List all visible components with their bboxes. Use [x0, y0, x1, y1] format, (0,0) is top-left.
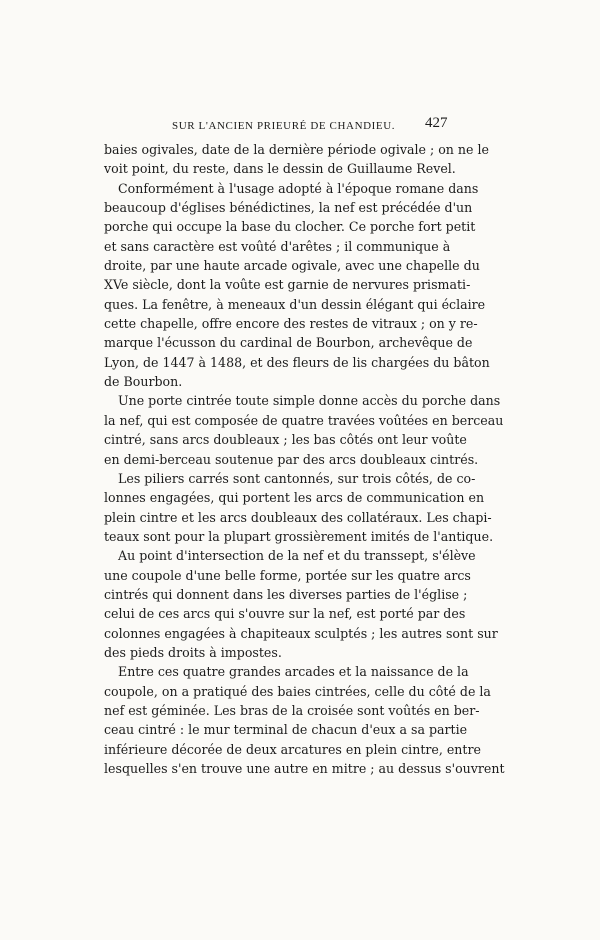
text-line: Conformément à l'usage adopté à l'époque romane dans	[118, 180, 479, 196]
text-line: de Bourbon.	[104, 374, 183, 390]
text-line: marque l'écusson du cardinal de Bourbon, archevêque de	[104, 335, 473, 351]
text-line: voit point, du reste, dans le dessin de Guillaume Revel.	[104, 161, 456, 177]
text-line: ques. La fenêtre, à meneaux d'un dessin élégant qui éclaire	[104, 296, 486, 312]
text-line: lonnes engagées, qui portent les arcs de communication en	[104, 490, 485, 506]
text-line: plein cintre et les arcs doubleaux des collatéraux. Les chapi-	[104, 509, 492, 525]
text-line: beaucoup d'églises bénédictines, la nef est précédée d'un	[104, 200, 473, 216]
text-line: en demi-berceau soutenue par des arcs doubleaux cintrés.	[104, 451, 479, 467]
text-line: nef est géminée. Les bras de la croisée sont voûtés en ber-	[104, 702, 480, 718]
text-line: lesquelles s'en trouve une autre en mitre ; au dessus s'ouvrent	[104, 761, 505, 776]
text-line: inférieure décorée de deux arcatures en plein cintre, entre	[104, 741, 481, 757]
text-line: Les piliers carrés sont cantonnés, sur trois côtés, de co-	[118, 470, 476, 486]
text-line: cintrés qui donnent dans les diverses parties de l'église ;	[104, 586, 468, 602]
text-line: droite, par une haute arcade ogivale, avec une chapelle du	[104, 258, 480, 274]
text-line: cintré, sans arcs doubleaux ; les bas côtés ont leur voûte	[104, 432, 467, 448]
text-line: Au point d'intersection de la nef et du transsept, s'élève	[118, 548, 476, 564]
text-line: Lyon, de 1447 à 1488, et des fleurs de lis chargées du bâton	[104, 354, 490, 370]
text-line: baies ogivales, date de la dernière période ogivale ; on ne le	[104, 142, 489, 157]
text-line: XVe siècle, dont la voûte est garnie de nervures prismati-	[104, 277, 471, 293]
text-line: cette chapelle, offre encore des restes de vitraux ; on y re-	[104, 316, 478, 332]
text-line: celui de ces arcs qui s'ouvre sur la nef, est porté par des	[104, 606, 466, 622]
text-line: teaux sont pour la plupart grossièrement imités de l'antique.	[104, 528, 494, 544]
text-line: ceau cintré : le mur terminal de chacun d'eux a sa partie	[104, 722, 468, 738]
text-line: Entre ces quatre grandes arcades et la naissance de la	[118, 664, 469, 680]
text-line: Une porte cintrée toute simple donne accès du porche dans	[118, 393, 501, 409]
page-number: 427	[425, 115, 448, 131]
text-line: porche qui occupe la base du clocher. Ce porche fort petit	[104, 219, 476, 235]
text-line: une coupole d'une belle forme, portée sur les quatre arcs	[104, 567, 471, 583]
text-line: colonnes engagées à chapiteaux sculptés ; les autres sont sur	[104, 625, 498, 641]
text-line: des pieds droits à impostes.	[104, 644, 282, 660]
body-text	[104, 140, 505, 778]
text-line: la nef, qui est composée de quatre travées voûtées en berceau	[104, 412, 504, 428]
text-line: coupole, on a pratiqué des baies cintrées, celle du côté de la	[104, 683, 491, 699]
text-line: et sans caractère est voûté d'arêtes ; il communique à	[104, 238, 451, 254]
running-header: SUR L'ANCIEN PRIEURÉ DE CHANDIEU.	[172, 120, 396, 132]
